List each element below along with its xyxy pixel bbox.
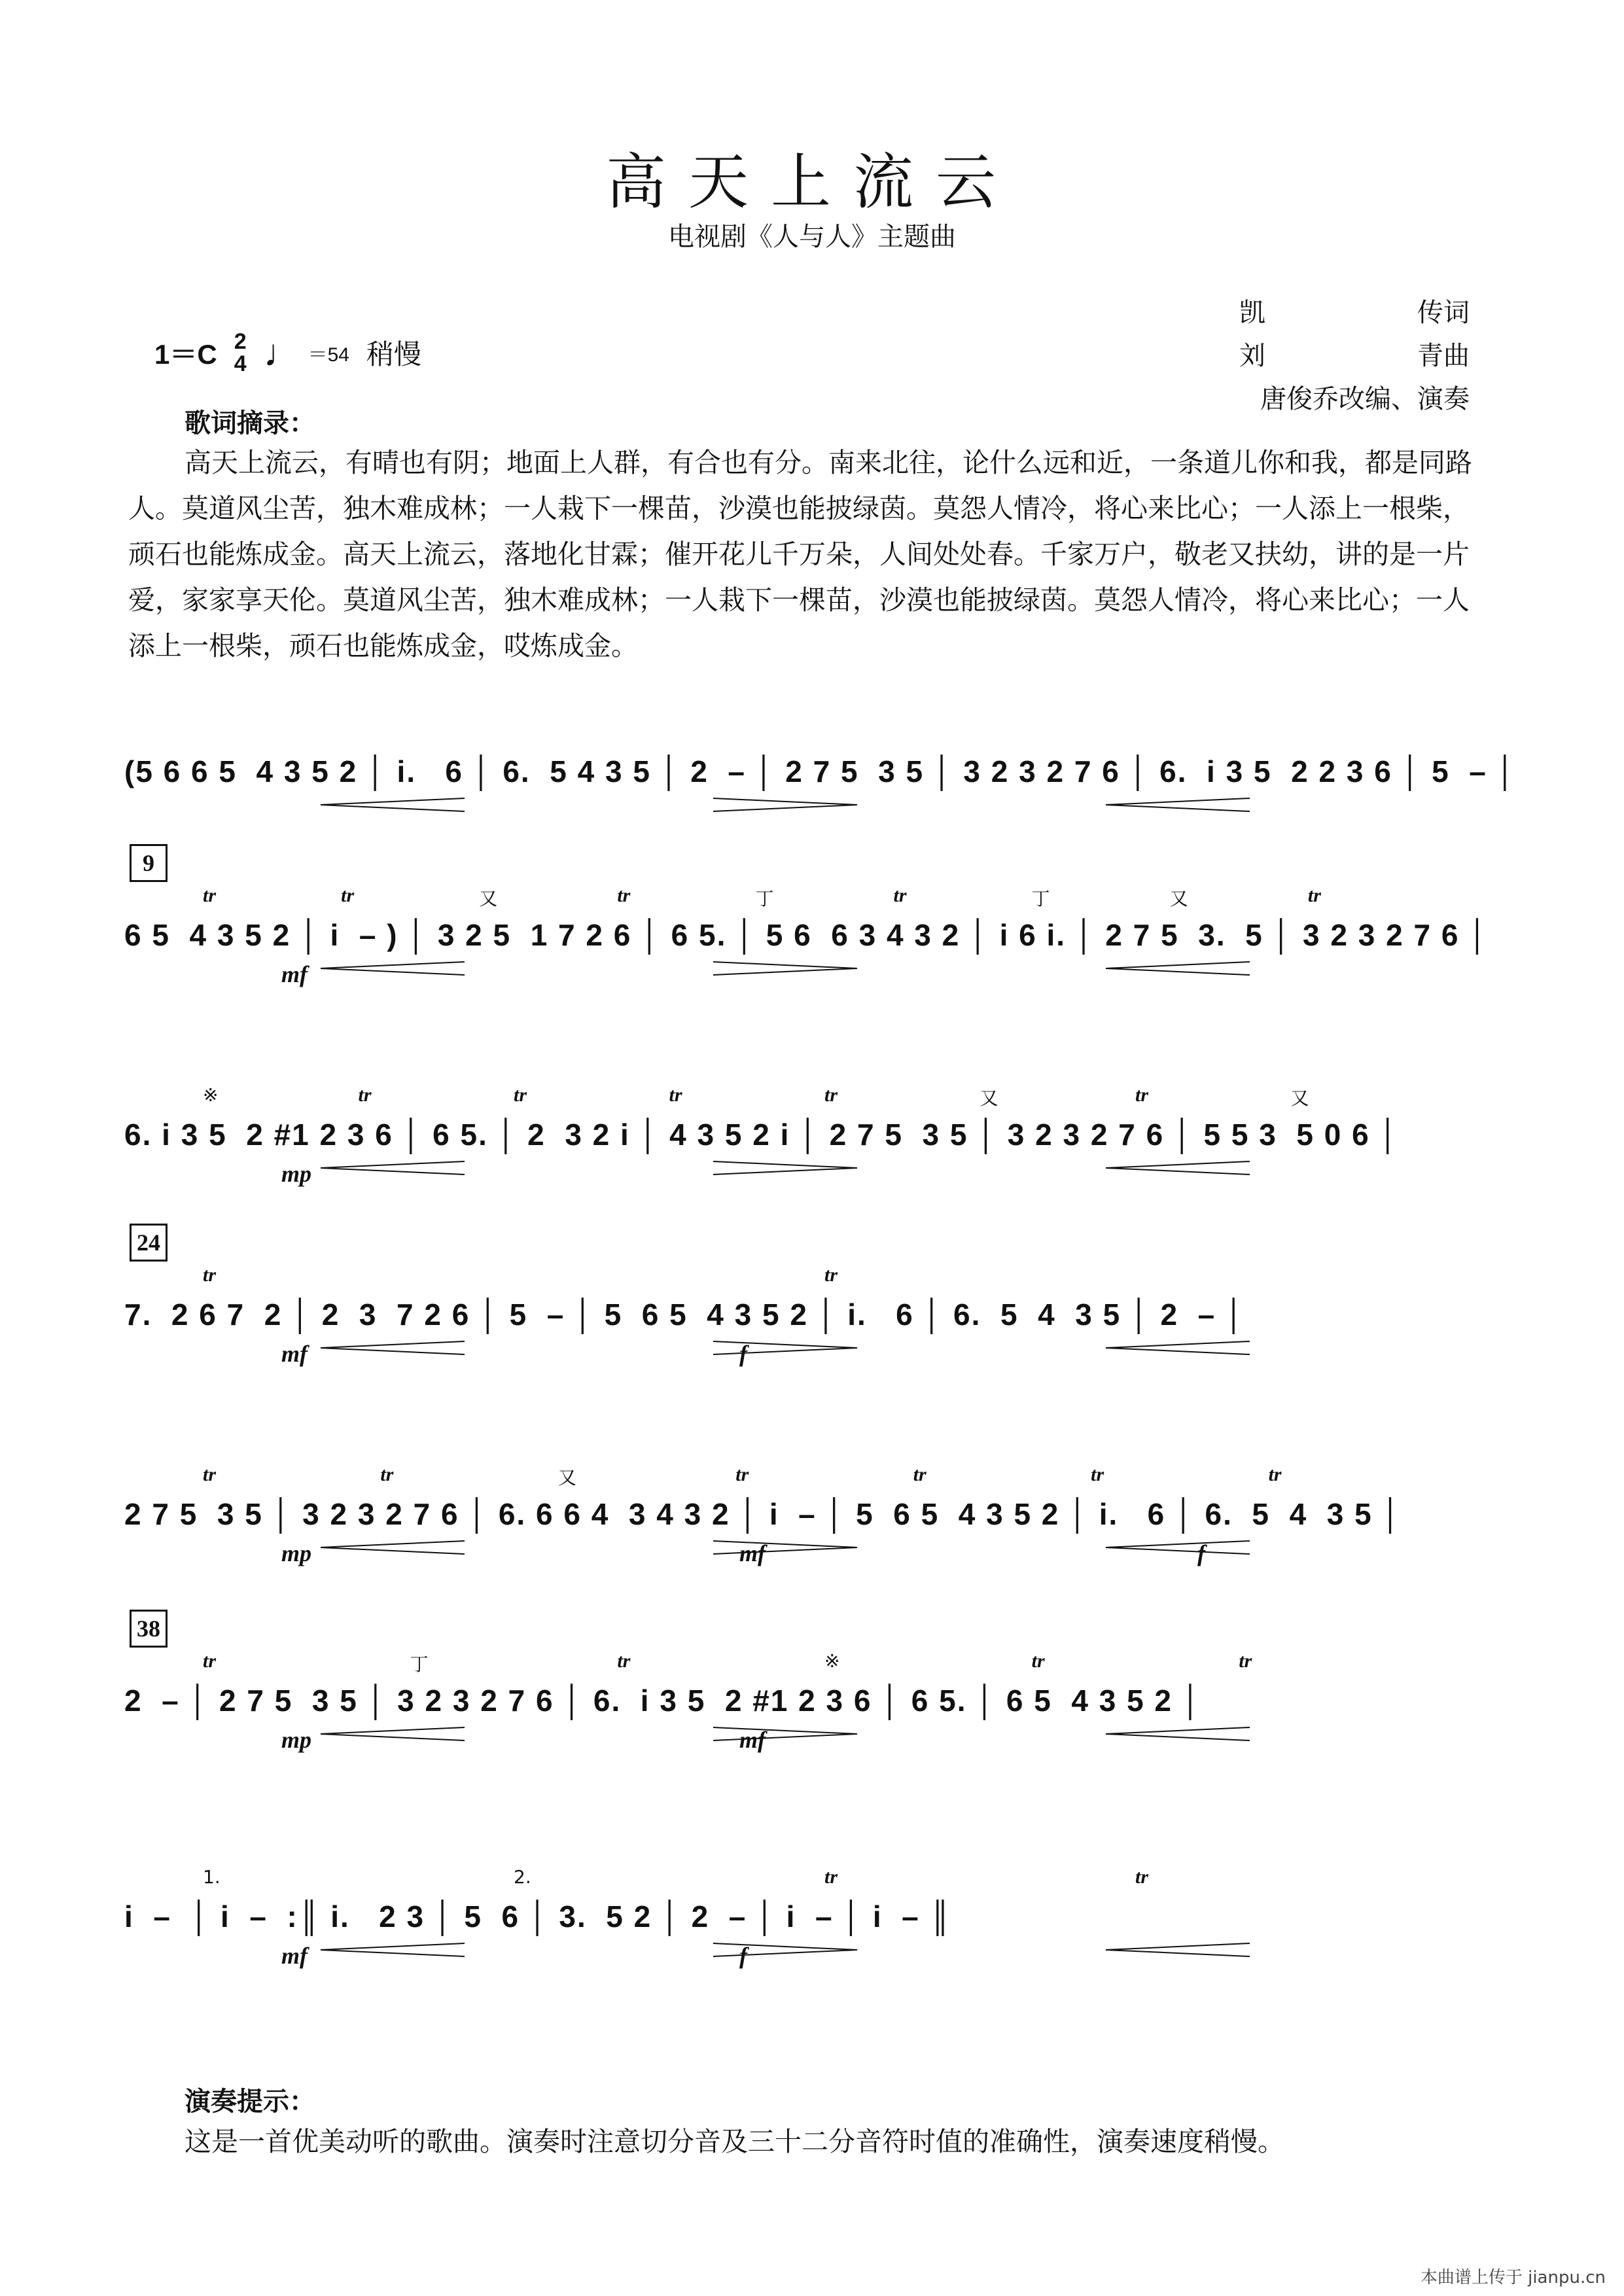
hairpin — [713, 1341, 857, 1354]
jianpu-notes: i – │ i – :║ i. 2 3 │ 5 6 │ 3. 5 2 │ 2 – │ i – │ i – ║ — [124, 1899, 953, 1934]
trill-mark: tr — [380, 1464, 394, 1485]
tips-text: 这是一首优美动听的歌曲。演奏时注意切分音及三十二分音符时值的准确性，演奏速度稍慢。 — [185, 2126, 1284, 2157]
quarter-note-icon: ♩ — [263, 331, 302, 374]
time-signature-top: 2 — [234, 329, 247, 354]
hairpin — [321, 962, 465, 975]
credit-composer — [1239, 334, 1470, 378]
trill-mark: tr — [203, 1464, 217, 1485]
footer-watermark: 本曲谱上传于 jianpu.cn — [1420, 2268, 1606, 2287]
score-line — [124, 1616, 1480, 1753]
hairpin — [1106, 1727, 1250, 1740]
hairpin — [713, 1541, 857, 1554]
hairpin — [1106, 1943, 1250, 1956]
trill-mark: tr — [358, 1084, 372, 1106]
hairpin-dynamics — [124, 733, 1517, 818]
key-signature: 1＝C — [154, 339, 217, 370]
trill-mark: tr — [203, 1650, 217, 1672]
score-line — [124, 1229, 1480, 1367]
jianpu-notes: 2 – │ 2 7 5 3 5 │ 3 2 3 2 7 6 │ 6. i 3 5 2 #1 2 3 6 │ 6 5. │ 6 5 4 3 5 2 │ — [124, 1684, 1203, 1718]
lyrics-text: 高天上流云，有晴也有阴；地面上人群，有合也有分。南来北往，论什么远和近，一条道儿你和我，都是同路人。莫道风尘苦，独木难成林；一人栽下一棵苗，沙漠也能披绿茵。莫怨人情冷，将心来比心；一人添上一根柴，顽石也能炼成金。高天上流云，落地化甘霖；催开花儿千万朵，人间处处春。千家万户，敬老又扶幼，讲的是一片爱，家家享天伦。莫道风尘苦，独木难成林；一人栽下一棵苗，沙漠也能披绿茵。莫怨人情冷，将心来比心；一人添上一根柴，顽石也能炼成金，哎炼成金。 — [128, 447, 1472, 662]
hairpin-dynamics — [124, 1662, 1480, 1747]
trill-mark: tr — [824, 1264, 838, 1286]
hairpin-dynamics — [124, 896, 1489, 981]
hairpin — [713, 1727, 857, 1740]
dynamic-mf: mf — [739, 1727, 766, 1753]
ornament-mark: 又 — [980, 1087, 998, 1109]
trill-mark: tr — [1135, 1084, 1149, 1106]
dynamic-mp: mp — [281, 1727, 312, 1753]
ornament-mark: 2. — [514, 1866, 531, 1888]
trill-mark: tr — [824, 1866, 838, 1888]
rehearsal-mark: 24 — [130, 1224, 168, 1262]
score-line — [124, 733, 1517, 818]
trill-mark: tr — [669, 1084, 682, 1106]
hairpin — [1106, 798, 1250, 811]
time-signature — [234, 330, 247, 375]
dynamic-mp: mp — [281, 1540, 312, 1566]
score-line — [124, 1084, 1480, 1187]
trill-mark: tr — [913, 1464, 927, 1485]
lyrics-label: 歌词摘录： — [185, 408, 315, 438]
hairpin — [321, 798, 465, 811]
ornament-mark: ※ — [824, 1650, 840, 1672]
trill-mark: tr — [203, 885, 217, 906]
hairpin-dynamics — [124, 1096, 1480, 1181]
credit-role: 传词 — [1417, 298, 1470, 328]
hairpin — [713, 962, 857, 975]
rehearsal-mark: 38 — [130, 1610, 168, 1648]
tempo-bpm: ＝54 — [308, 344, 349, 366]
hairpin — [321, 1541, 465, 1554]
dynamic-f: f — [739, 1341, 747, 1367]
dynamic-mf: mf — [281, 961, 308, 987]
trill-mark: tr — [893, 885, 907, 906]
hairpin — [713, 1943, 857, 1956]
hairpin — [1106, 1341, 1250, 1354]
credit-name: 凯 — [1239, 298, 1265, 328]
hairpin — [321, 1161, 465, 1174]
hairpin — [1106, 1541, 1250, 1554]
hairpin — [713, 1161, 857, 1174]
credit-name: 刘 — [1239, 341, 1265, 371]
trill-mark: tr — [617, 1650, 631, 1672]
hairpin-dynamics — [124, 1878, 1480, 1963]
trill-mark: tr — [824, 1084, 838, 1106]
jianpu-notes: 2 7 5 3 5 │ 3 2 3 2 7 6 │ 6. 6 6 4 3 4 3 2 │ i – │ 5 6 5 4 3 5 2 │ i. 6 │ 6. 5 4 3 5 │ — [124, 1497, 1403, 1531]
hairpin — [321, 1341, 465, 1354]
trill-mark: tr — [1135, 1866, 1149, 1888]
ornament-mark: 又 — [1290, 1087, 1309, 1109]
hairpin-dynamics — [124, 1475, 1480, 1561]
hairpin — [713, 798, 857, 811]
credit-role: 青曲 — [1417, 341, 1470, 371]
jianpu-notes: 7. 2 6 7 2 │ 2 3 7 2 6 │ 5 – │ 5 6 5 4 3 5 2 │ i. 6 │ 6. 5 4 3 5 │ 2 – │ — [124, 1298, 1246, 1332]
trill-mark: tr — [514, 1084, 527, 1106]
credit-role: 演奏 — [1417, 384, 1470, 414]
trill-mark: tr — [1307, 885, 1321, 906]
rehearsal-mark: 9 — [130, 844, 168, 882]
page-subtitle: 电视剧《人与人》主题曲 — [668, 222, 956, 252]
jianpu-notes: (5 6 6 5 4 3 5 2 │ i. 6 │ 6. 5 4 3 5 │ 2 – │ 2 7 5 3 5 │ 3 2 3 2 7 6 │ 6. i 3 5 2 2 3 6 │ 5 – │ — [124, 754, 1517, 788]
dynamic-f: f — [1197, 1540, 1205, 1566]
score-line — [124, 850, 1489, 987]
trill-mark: tr — [735, 1464, 749, 1485]
trill-mark: tr — [203, 1264, 217, 1286]
score-line — [124, 1464, 1480, 1566]
hairpin — [321, 1727, 465, 1740]
hairpin — [321, 1943, 465, 1956]
credits — [1239, 291, 1470, 421]
credit-lyricist — [1239, 291, 1470, 334]
ornament-mark: 1. — [203, 1866, 221, 1888]
hairpin-dynamics — [124, 1276, 1480, 1361]
credit-arranger — [1239, 378, 1470, 421]
time-signature-bottom: 4 — [234, 351, 247, 376]
trill-mark: tr — [341, 885, 355, 906]
trill-mark: tr — [1091, 1464, 1104, 1485]
dynamic-mp: mp — [281, 1161, 312, 1187]
ornament-mark: 丁 — [1031, 888, 1050, 910]
trill-mark: tr — [1031, 1650, 1045, 1672]
ornament-mark: 又 — [1169, 888, 1188, 910]
hairpin — [1106, 1161, 1250, 1174]
ornament-mark: 丁 — [755, 888, 774, 910]
ornament-mark: 又 — [479, 888, 498, 910]
hairpin — [1106, 962, 1250, 975]
tempo-marking — [154, 330, 421, 375]
page-title: 高天上流云 — [605, 147, 1018, 217]
credit-name: 唐俊乔改编、 — [1260, 384, 1417, 414]
tips-label: 演奏提示： — [185, 2087, 315, 2117]
trill-mark: tr — [1239, 1650, 1252, 1672]
jianpu-notes: 6 5 4 3 5 2 │ i – ) │ 3 2 5 1 7 2 6 │ 6 5. │ 5 6 6 3 4 3 2 │ i 6 i. │ 2 7 5 3. 5 │ 3 2 3 2 7 6 │ — [124, 918, 1489, 952]
ornament-mark: 丁 — [410, 1653, 429, 1675]
dynamic-mf: mf — [281, 1943, 308, 1969]
jianpu-notes: 6. i 3 5 2 #1 2 3 6 │ 6 5. │ 2 3 2 i │ 4 3 5 2 i │ 2 7 5 3 5 │ 3 2 3 2 7 6 │ 5 5 3 5 0 6 │ — [124, 1118, 1400, 1152]
ornament-mark: 又 — [557, 1467, 576, 1489]
dynamic-mf: mf — [281, 1341, 308, 1367]
tempo-expression: 稍慢 — [366, 339, 422, 370]
trill-mark: tr — [1268, 1464, 1282, 1485]
score-line — [124, 1866, 1480, 1969]
trill-mark: tr — [617, 885, 631, 906]
dynamic-mf: mf — [739, 1540, 766, 1566]
dynamic-f: f — [739, 1943, 747, 1969]
ornament-mark: ※ — [203, 1084, 219, 1106]
